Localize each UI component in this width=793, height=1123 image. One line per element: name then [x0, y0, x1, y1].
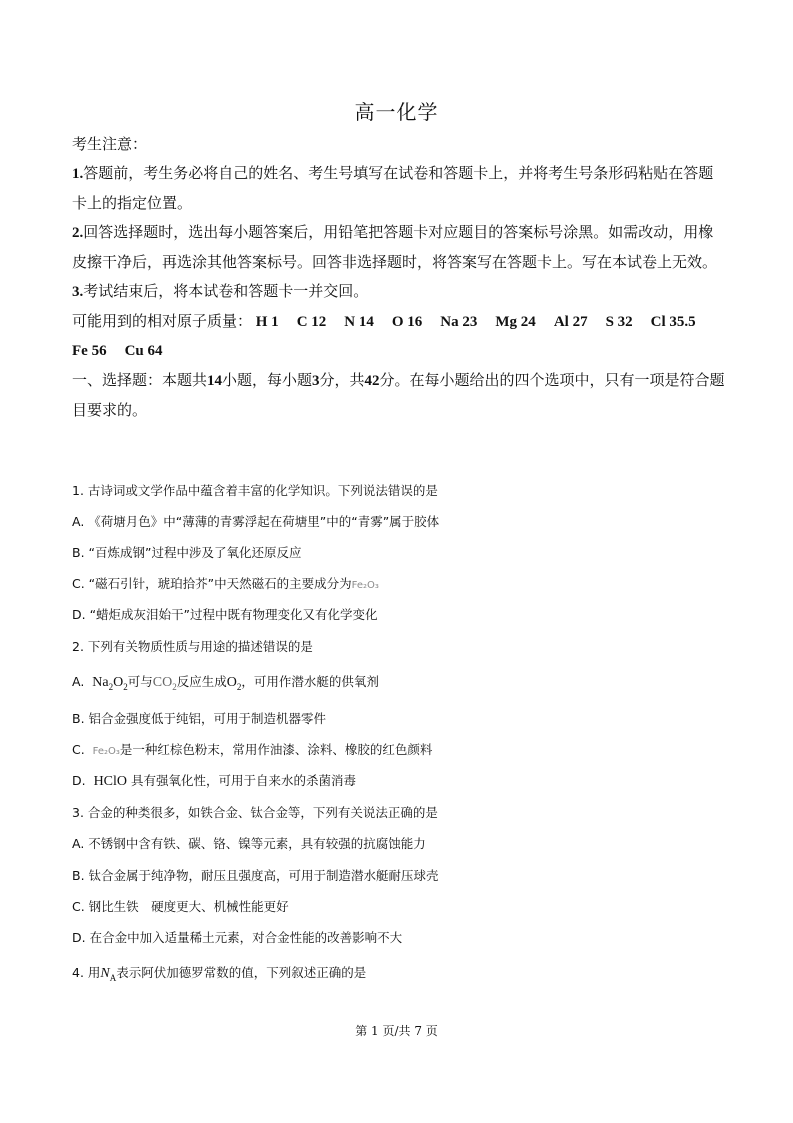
q1-option-d: D. “蜡炬成灰泪始干”过程中既有物理变化又有化学变化	[72, 607, 378, 622]
q1-option-a: A. 《荷塘月色》中“薄薄的青雾浮起在荷塘里”中的“青雾”属于胶体	[72, 514, 440, 529]
q1-option-b: B. “百炼成钢”过程中涉及了氧化还原反应	[72, 545, 302, 560]
notice-heading: 考生注意：	[72, 135, 148, 153]
q1-stem: 1. 古诗词或文学作品中蕴含着丰富的化学知识。下列说法错误的是	[72, 483, 438, 498]
q3-option-c: C. 钢比生铁 硬度更大、机械性能更好	[72, 899, 289, 914]
page-footer: 第 1 页/共 7 页	[355, 1024, 438, 1038]
q2-d-formula: HClO	[93, 774, 128, 789]
q3-option-b: B. 钛合金属于纯净物，耐压且强度高，可用于制造潜水艇耐压球壳	[72, 868, 439, 883]
section-1-instructions: 一、选择题：本题共14小题，每小题3分，共42分。在每小题给出的四个选项中，只有一项是符合题目要求的。	[72, 371, 725, 419]
q3-option-d: D. 在合金中加入适量稀土元素，对合金性能的改善影响不大	[72, 930, 403, 945]
atomic-masses: 可能用到的相对原子质量： H 1 C 12 N 14 O 16 Na 23 Mg 24 Al 27 S 32 Cl 35.5	[72, 312, 696, 330]
notice-item-2: 2.回答选择题时，选出每小题答案后，用铅笔把答题卡对应题目的答案标号涂黑。如需改动，用橡皮擦干净后，再选涂其他答案标号。回答非选择题时，将答案写在答题卡上。写在本试卷上无效。	[72, 223, 718, 271]
q2-option-b: B. 铝合金强度低于纯铝，可用于制造机器零件	[72, 711, 327, 726]
notice-section	[72, 130, 727, 425]
q2-option-a: A. $Na_2O_2$可与$CO_2$反应生成$O_2$，可用作潜水艇的供氧剂	[72, 674, 379, 692]
exam-title: 高一化学	[354, 100, 439, 124]
q2-option-c: C. Fe₂O₃是一种红棕色粉末，常用作油漆、涂料、橡胶的红色颜料	[72, 742, 433, 757]
notice-item-1: 1.答题前，考生务必将自己的姓名、考生号填写在试卷和答题卡上，并将考生号条形码粘贴在答题卡上的指定位置。	[72, 164, 714, 212]
q2-c-formula: Fe₂O₃	[92, 746, 120, 757]
q3-stem: 3. 合金的种类很多，如铁合金、钛合金等，下列有关说法正确的是	[72, 805, 438, 820]
atomic-masses-cont: Fe 56 Cu 64	[72, 343, 163, 359]
q2-stem: 2. 下列有关物质性质与用途的描述错误的是	[72, 639, 313, 654]
q3-option-a: A. 不锈钢中含有铁、碳、铬、镍等元素，具有较强的抗腐蚀能力	[72, 836, 426, 851]
q4-stem: 4. 用$N_A$表示阿伏加德罗常数的值，下列叙述正确的是	[72, 965, 367, 983]
notice-item-3: 3.考试结束后，将本试卷和答题卡一并交回。	[72, 282, 369, 300]
q1-c-formula: Fe₂O₃	[351, 580, 379, 591]
q2-option-d: D. HClO 具有强氧化性，可用于自来水的杀菌消毒	[72, 773, 357, 789]
q1-option-c: C. “磁石引针，琥珀拾芥”中天然磁石的主要成分为Fe₂O₃	[72, 576, 379, 591]
